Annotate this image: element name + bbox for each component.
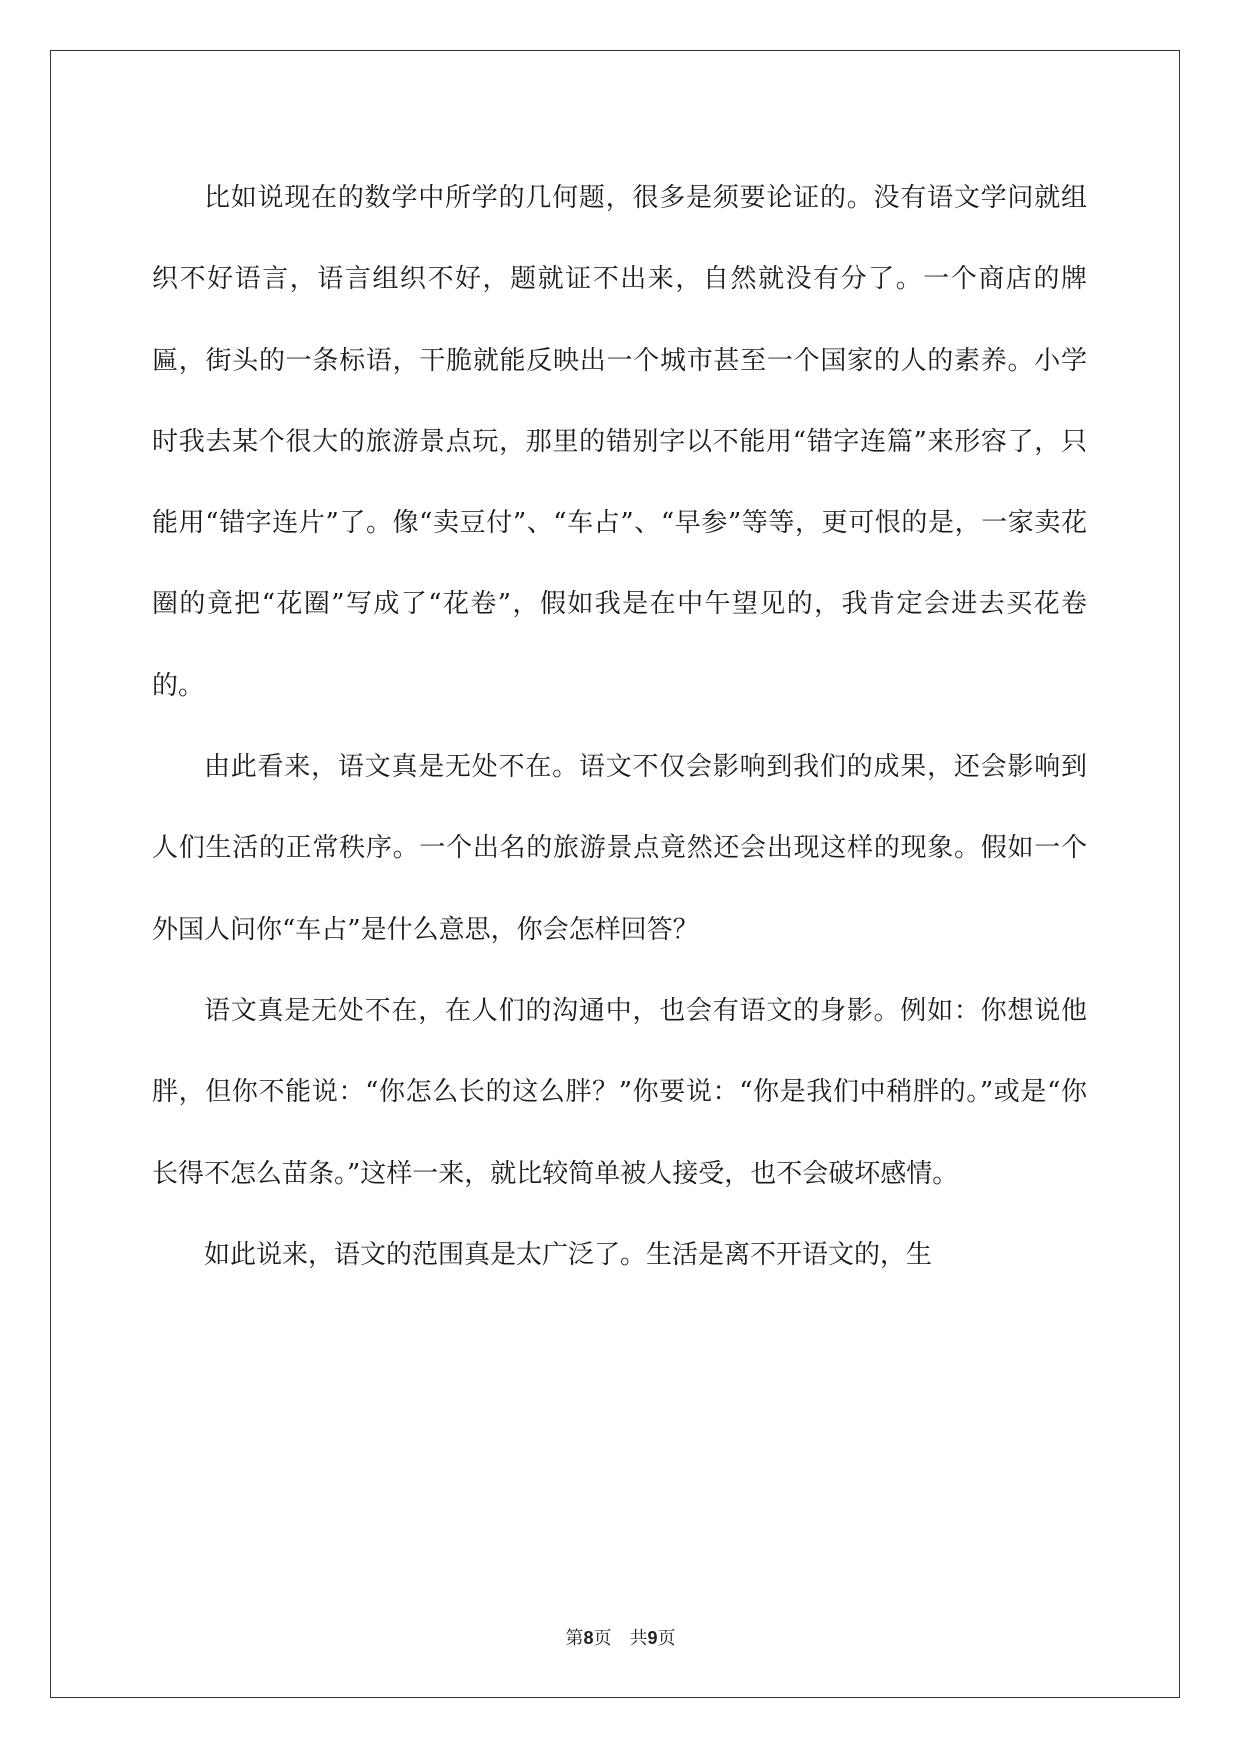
page-footer [0,1624,1241,1650]
document-body [152,158,1087,1296]
total-prefix: 共 [629,1628,648,1649]
paragraph: 由此看来，语文真是无处不在。语文不仅会影响到我们的成果，还会影响到人们生活的正常秩序。一个出名的旅游景点竟然还会出现这样的现象。假如一个外国人问你“车占”是什么意思，你会怎样回答？ [152,752,1087,945]
page-prefix: 第 [565,1628,584,1649]
current-page-number: 8 [583,1628,594,1648]
page-suffix: 页 [593,1628,612,1649]
total-suffix: 页 [657,1628,676,1649]
total-page-number: 9 [647,1628,658,1648]
paragraph: 比如说现在的数学中所学的几何题，很多是须要论证的。没有语文学问就组织不好语言，语言组织不好，题就证不出来，自然就没有分了。一个商店的牌匾，街头的一条标语，干脆就能反映出一个城市甚至一个国家的人的素养。小学时我去某个很大的旅游景点玩，那里的错别字以不能用“错字连篇”来形容了，只能用“错字连片”了。像“卖豆付”、“车占”、“早参”等等，更可恨的是，一家卖花圈的竟把“花圈”写成了“花卷”，假如我是在中午望见的，我肯定会进去买花卷的。 [152,183,1087,701]
paragraph: 如此说来，语文的范围真是太广泛了。生活是离不开语文的，生 [204,1239,933,1270]
paragraph: 语文真是无处不在，在人们的沟通中，也会有语文的身影。例如：你想说他胖，但你不能说：“你怎么长的这么胖？”你要说：“你是我们中稍胖的。”或是“你长得不怎么苗条。”这样一来，就比较简单被人接受，也不会破坏感情。 [152,995,1087,1189]
